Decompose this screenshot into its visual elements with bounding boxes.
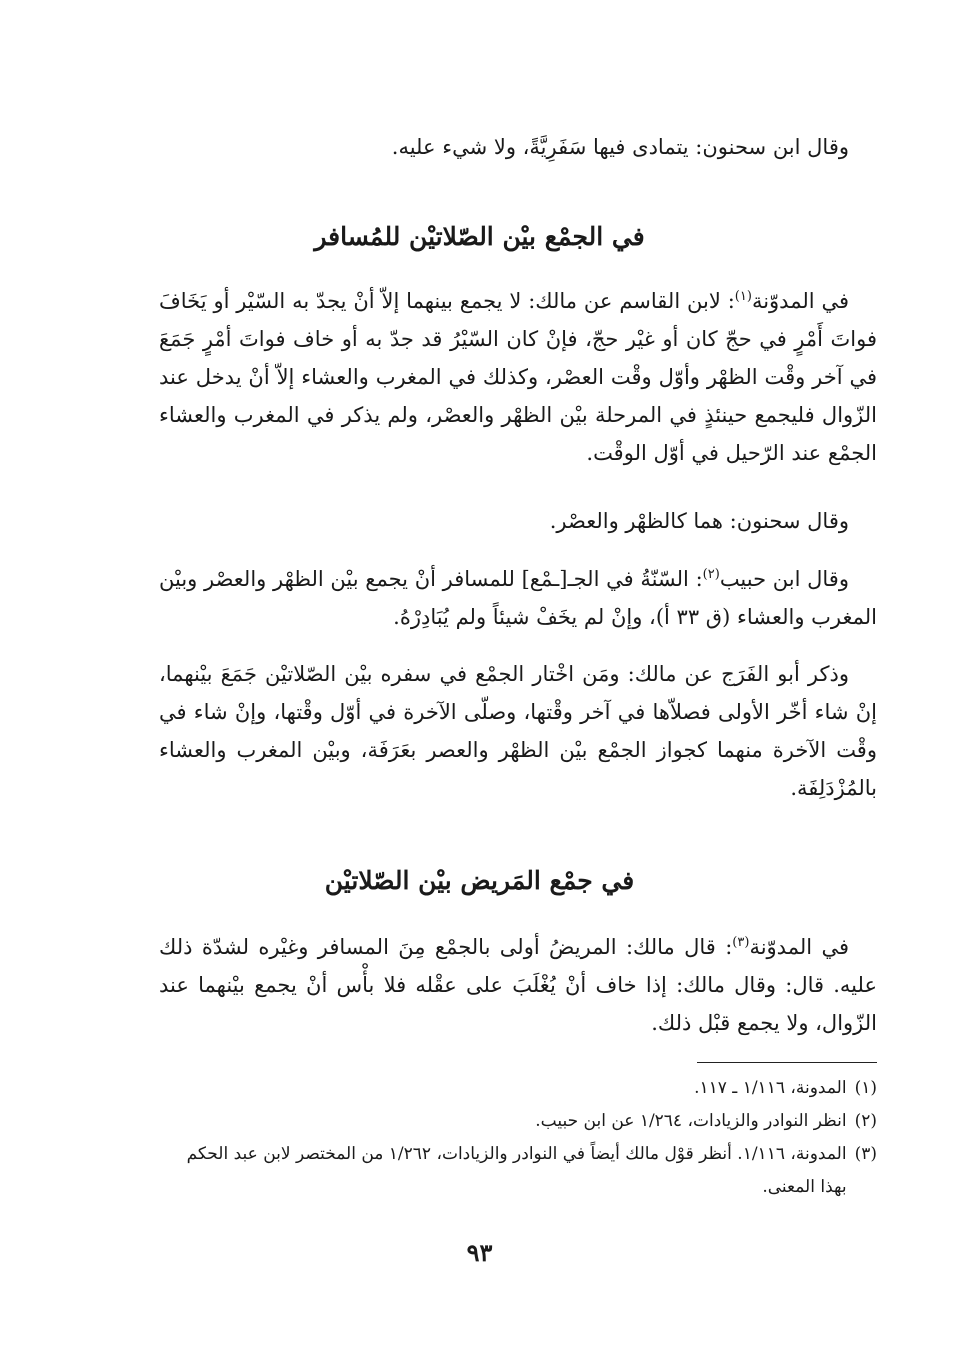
paragraph-mudawwana-sick bbox=[159, 928, 877, 1042]
footnote-marker-3: (٣) bbox=[732, 935, 750, 950]
footnote-number: (١) bbox=[854, 1078, 877, 1098]
footnote-text: انظر النوادر والزيادات، ١/٢٦٤ عن ابن حبيب. bbox=[535, 1111, 847, 1131]
footnote-2 bbox=[159, 1105, 877, 1138]
paragraph-abu-al-faraj bbox=[159, 655, 877, 807]
paragraph-text: : لابن القاسم عن مالك: لا يجمع بينهما إلاّ أنْ يجدّ به السّيْر أو يَخَافَ فواتَ أَمْرٍ في حجّ كان أو غيْر حجّ، فإنْ كان السّيْرُ قد جدّ به أو خاف فواتَ أمْرٍ جَمَعَ في آخر وقْت الظهْر وأوّل وقْت العصْر، وكذلك في المغرب والعشاء إلاّ أنْ يدخل عند الزّوال فليجمع حينئذٍ في المرحلة بيْن الظهْر والعصْر، ولم يذكر في المغرب والعشاء الجمْع عند الرّحيل في أوّل الوقْت. bbox=[159, 289, 877, 465]
footnote-number: (٢) bbox=[854, 1111, 877, 1131]
footnotes bbox=[159, 1072, 877, 1204]
paragraph-text: وقال سحنون: هما كالظهْر والعصْر. bbox=[549, 509, 849, 533]
section-heading-sick: في جمْع المَريض بيْن الصّلاتيْن bbox=[324, 866, 635, 895]
footnote-number: (٣) bbox=[854, 1144, 877, 1164]
paragraph-lead: في المدوّنة bbox=[751, 289, 849, 313]
paragraph-text: : السّنّةُ في الجـ[ـمْع] للمسافر أنْ يجمع بيْن الظهْر والعصْر وبيْن المغرب والعشاء (ق ٣٣ أ)، وإنْ لم يخَفْ شيئاً ولم يُبَادِرْهُ. bbox=[159, 567, 877, 629]
footnote-divider bbox=[697, 1062, 877, 1063]
footnote-3 bbox=[159, 1138, 877, 1204]
paragraph-text: : قال مالك: المريضُ أولى بالجمْع مِنَ المسافر وغيْره لشدّة ذلك عليه. قال: وقال مالك: إذا خاف أنْ يُغْلَبَ على عقْله فلا بأْس أنْ يجمع بيْنهما عند الزّوال، ولا يجمع قبْل ذلك. bbox=[159, 935, 877, 1035]
footnote-marker-2: (٢) bbox=[702, 567, 720, 582]
page-number: ٩٣ bbox=[466, 1238, 493, 1267]
footnote-1 bbox=[159, 1072, 877, 1105]
paragraph-mudawwana-traveler bbox=[159, 282, 877, 472]
footnote-text: المدونة، ١/١١٦ ـ ١١٧. bbox=[694, 1078, 847, 1098]
paragraph-sahnun bbox=[159, 502, 877, 540]
paragraph-ibn-habib bbox=[159, 560, 877, 636]
paragraph-lead: في المدوّنة bbox=[749, 935, 849, 959]
intro-paragraph bbox=[159, 128, 877, 166]
footnote-marker-1: (١) bbox=[734, 289, 752, 304]
footnote-text: المدونة، ١/١١٦. أنظر قوْل مالك أيضاً في النوادر والزيادات، ١/٢٦٢ من المختصر لابن عبد الحكم بهذا المعنى. bbox=[186, 1144, 847, 1197]
intro-text: وقال ابن سحنون: يتمادى فيها سَفَرِيَّةً، ولا شيء عليه. bbox=[391, 135, 849, 159]
section-heading-traveler: في الجمْع بيْن الصّلاتيْن للمُسافر bbox=[314, 222, 645, 251]
paragraph-lead: وقال ابن حبيب bbox=[719, 567, 849, 591]
paragraph-text: وذكر أبو الفَرَج عن مالك: ومَن اخْتار الجمْع في سفره بيْن الصّلاتيْن جَمَعَ بيْنهما، إنْ شاء أخّر الأولى فصلاّها في آخر وقْتها، وصلّى الآخرة في أوّل وقْتها، وإنْ شاء في وقْت الآخرة منهما كجواز الجمْع بيْن الظهْر والعصر بعَرَفَة، وبيْن المغرب والعشاء بالمُزْدَلِفَة. bbox=[159, 662, 877, 800]
